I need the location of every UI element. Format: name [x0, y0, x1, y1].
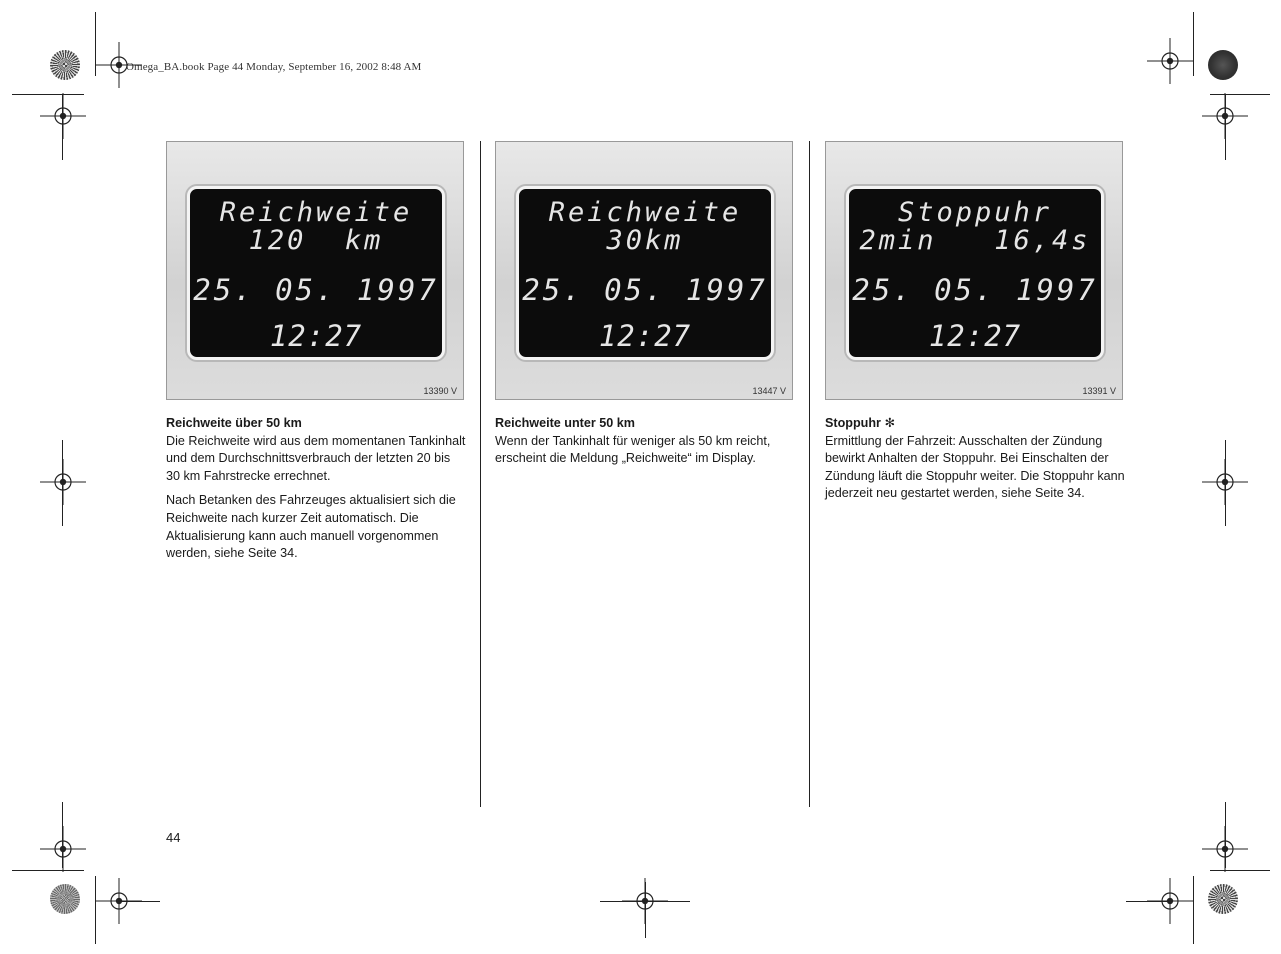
crop-line — [62, 94, 63, 160]
lcd-line-2: 120 km — [248, 225, 384, 256]
lcd-line-date: 25. 05. 1997 — [193, 273, 439, 307]
section-reichweite-under-50 — [495, 415, 795, 475]
display-figure-reichweite-over-50 — [166, 141, 464, 400]
crop-line — [95, 12, 96, 76]
registration-crosshair-icon — [40, 826, 86, 872]
page-number: 44 — [166, 830, 181, 845]
registration-crosshair-icon — [96, 42, 142, 88]
crop-line — [12, 870, 84, 871]
crop-line — [120, 901, 160, 902]
section-paragraph: Ermittlung der Fahrzeit: Ausschalten der Zündung bewirkt Anhalten der Stoppuhr. Bei Einschalten der Zündung läuft die Stoppuhr weiter. Die Stoppuhr kann jederzeit neu gestartet werden, siehe Seite 34. — [825, 433, 1125, 501]
section-paragraph: Nach Betanken des Fahrzeuges aktualisiert sich die Reichweite nach kurzer Zeit automatisch. Die Aktualisierung kann auch manuell vorgenommen werden, siehe Seite 34. — [166, 493, 456, 561]
lcd-line-date: 25. 05. 1997 — [522, 273, 768, 307]
section-reichweite-over-50 — [166, 415, 466, 570]
section-heading: Reichweite unter 50 km — [495, 416, 635, 430]
crop-line — [1225, 440, 1226, 526]
column-divider — [809, 141, 810, 807]
crop-line — [12, 94, 84, 95]
section-paragraph: Die Reichweite wird aus dem momentanen Tankinhalt und dem Durchschnittsverbrauch der letzten 20 bis 30 km Fahrstrecke errechnet. — [166, 433, 466, 483]
crop-line — [1225, 94, 1226, 160]
color-bar-rosette-icon — [50, 884, 80, 914]
display-figure-reichweite-under-50 — [495, 141, 793, 400]
lcd-line-1: Stoppuhr — [897, 197, 1053, 228]
color-bar-rosette-icon — [1208, 884, 1238, 914]
figure-number: 13390 V — [423, 386, 457, 396]
lcd-line-1: Reichweite — [219, 197, 413, 228]
crop-line — [1126, 901, 1170, 902]
print-header-info: Omega_BA.book Page 44 Monday, September 16, 2002 8:48 AM — [126, 61, 422, 73]
figure-number: 13391 V — [1082, 386, 1116, 396]
registration-crosshair-icon — [40, 93, 86, 139]
crop-line — [62, 440, 63, 526]
display-figure-stoppuhr — [825, 141, 1123, 400]
section-heading: Stoppuhr ✻ — [825, 416, 896, 430]
crop-line — [645, 882, 646, 938]
registration-crosshair-icon — [40, 459, 86, 505]
lcd-line-time: 12:27 — [598, 319, 692, 353]
registration-crosshair-icon — [1147, 38, 1193, 84]
crop-line — [1225, 802, 1226, 868]
color-bar-rosette-icon — [1208, 50, 1238, 80]
section-paragraph: Wenn der Tankinhalt für weniger als 50 km reicht, erscheint die Meldung „Reichweite“ im Display. — [495, 433, 771, 466]
crop-line — [1193, 12, 1194, 76]
lcd-line-2: 2min 16,4s — [859, 225, 1091, 256]
lcd-line-1: Reichweite — [548, 197, 742, 228]
lcd-screen — [187, 186, 445, 360]
crop-line — [1210, 94, 1270, 95]
lcd-line-2: 30km — [606, 225, 684, 256]
crop-line — [1210, 870, 1270, 871]
lcd-line-time: 12:27 — [928, 319, 1022, 353]
crop-line — [62, 802, 63, 868]
figure-number: 13447 V — [752, 386, 786, 396]
section-stoppuhr — [825, 415, 1125, 510]
section-heading: Reichweite über 50 km — [166, 416, 302, 430]
lcd-screen — [516, 186, 774, 360]
lcd-line-date: 25. 05. 1997 — [852, 273, 1098, 307]
color-bar-rosette-icon — [50, 50, 80, 80]
crop-line — [1193, 876, 1194, 944]
lcd-line-time: 12:27 — [269, 319, 363, 353]
column-divider — [480, 141, 481, 807]
lcd-screen — [846, 186, 1104, 360]
crop-line — [95, 876, 96, 944]
